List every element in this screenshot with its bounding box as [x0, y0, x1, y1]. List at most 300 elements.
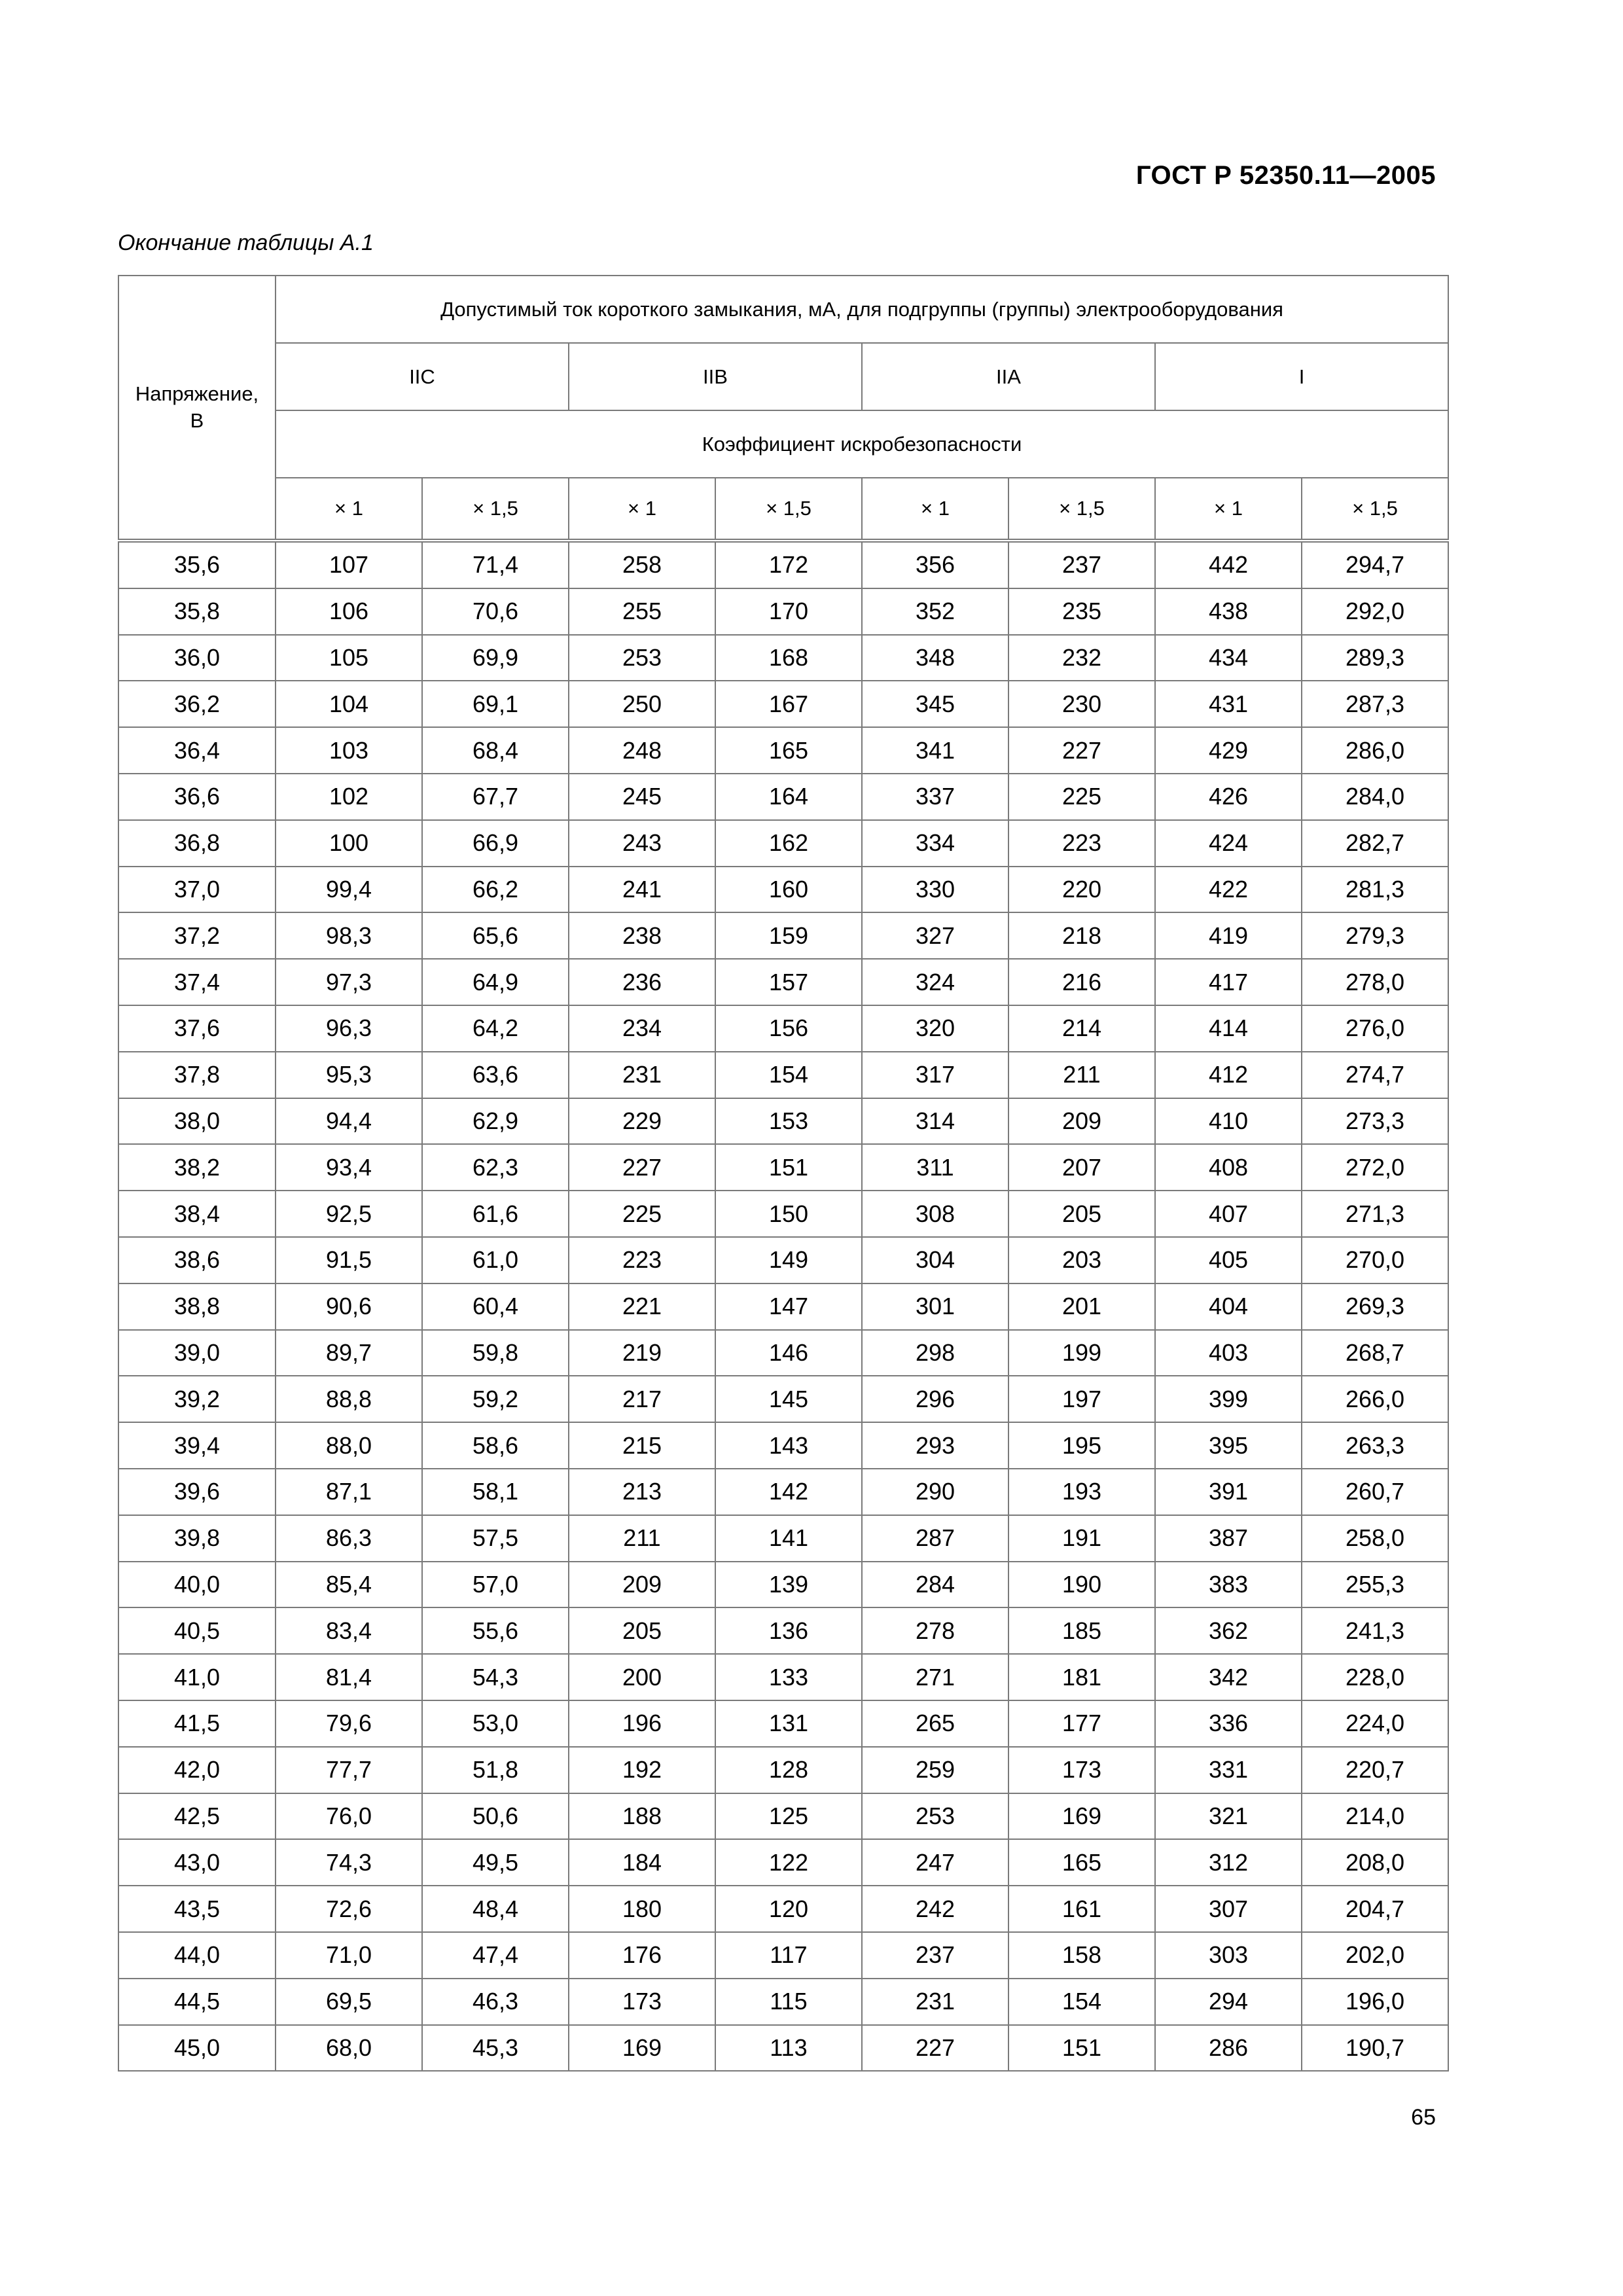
current-cell: 269,3 [1302, 1283, 1448, 1330]
current-cell: 203 [1008, 1237, 1155, 1283]
current-cell: 190,7 [1302, 2025, 1448, 2072]
current-cell: 232 [1008, 635, 1155, 681]
document-id: ГОСТ Р 52350.11—2005 [1135, 161, 1436, 190]
current-cell: 59,2 [422, 1376, 569, 1422]
current-cell: 83,4 [276, 1607, 422, 1654]
table-row [118, 1376, 1448, 1422]
voltage-cell: 43,0 [118, 1839, 276, 1886]
current-cell: 258,0 [1302, 1515, 1448, 1562]
current-cell: 205 [569, 1607, 715, 1654]
current-cell: 345 [862, 681, 1008, 727]
current-cell: 173 [569, 1979, 715, 2025]
current-cell: 294,7 [1302, 541, 1448, 588]
current-cell: 218 [1008, 912, 1155, 959]
voltage-cell: 38,8 [118, 1283, 276, 1330]
current-cell: 271,3 [1302, 1191, 1448, 1237]
group-header-iia: IIA [862, 343, 1155, 410]
table-row [118, 1562, 1448, 1608]
current-cell: 74,3 [276, 1839, 422, 1886]
current-cell: 391 [1155, 1469, 1302, 1515]
current-cell: 287 [862, 1515, 1008, 1562]
current-cell: 62,9 [422, 1098, 569, 1145]
voltage-cell: 35,8 [118, 588, 276, 635]
voltage-cell: 38,6 [118, 1237, 276, 1283]
current-cell: 395 [1155, 1422, 1302, 1469]
current-cell: 294 [1155, 1979, 1302, 2025]
current-cell: 213 [569, 1469, 715, 1515]
current-cell: 197 [1008, 1376, 1155, 1422]
current-cell: 67,7 [422, 774, 569, 820]
current-cell: 76,0 [276, 1793, 422, 1840]
current-cell: 223 [569, 1237, 715, 1283]
current-cell: 58,6 [422, 1422, 569, 1469]
current-cell: 273,3 [1302, 1098, 1448, 1145]
current-cell: 214,0 [1302, 1793, 1448, 1840]
current-cell: 234 [569, 1005, 715, 1052]
current-cell: 145 [715, 1376, 862, 1422]
current-cell: 61,6 [422, 1191, 569, 1237]
current-cell: 153 [715, 1098, 862, 1145]
current-cell: 320 [862, 1005, 1008, 1052]
current-cell: 63,6 [422, 1052, 569, 1098]
current-header: Допустимый ток короткого замыкания, мА, для подгруппы (группы) электрооборудования [276, 276, 1448, 343]
current-cell: 91,5 [276, 1237, 422, 1283]
current-cell: 90,6 [276, 1283, 422, 1330]
current-cell: 167 [715, 681, 862, 727]
current-cell: 188 [569, 1793, 715, 1840]
current-cell: 253 [862, 1793, 1008, 1840]
table-row [118, 912, 1448, 959]
table-row [118, 727, 1448, 774]
current-cell: 64,2 [422, 1005, 569, 1052]
current-cell: 173 [1008, 1747, 1155, 1793]
factor-header: × 1,5 [1302, 478, 1448, 541]
table-row [118, 588, 1448, 635]
current-cell: 407 [1155, 1191, 1302, 1237]
short-circuit-current-table [118, 275, 1449, 2072]
current-cell: 69,1 [422, 681, 569, 727]
current-cell: 336 [1155, 1700, 1302, 1747]
current-cell: 131 [715, 1700, 862, 1747]
current-cell: 86,3 [276, 1515, 422, 1562]
table-row [118, 1098, 1448, 1145]
table-row [118, 1839, 1448, 1886]
current-cell: 224,0 [1302, 1700, 1448, 1747]
current-cell: 342 [1155, 1654, 1302, 1700]
current-cell: 191 [1008, 1515, 1155, 1562]
current-cell: 122 [715, 1839, 862, 1886]
table-row [118, 1005, 1448, 1052]
current-cell: 79,6 [276, 1700, 422, 1747]
current-cell: 96,3 [276, 1005, 422, 1052]
current-cell: 293 [862, 1422, 1008, 1469]
current-cell: 317 [862, 1052, 1008, 1098]
current-cell: 120 [715, 1886, 862, 1932]
current-cell: 100 [276, 820, 422, 867]
current-cell: 62,3 [422, 1144, 569, 1191]
current-cell: 190 [1008, 1562, 1155, 1608]
table-row [118, 1052, 1448, 1098]
current-cell: 225 [569, 1191, 715, 1237]
table-row [118, 2025, 1448, 2072]
current-cell: 337 [862, 774, 1008, 820]
table-row [118, 1191, 1448, 1237]
current-cell: 170 [715, 588, 862, 635]
current-cell: 181 [1008, 1654, 1155, 1700]
current-cell: 356 [862, 541, 1008, 588]
current-cell: 89,7 [276, 1330, 422, 1376]
current-cell: 237 [1008, 541, 1155, 588]
voltage-cell: 39,4 [118, 1422, 276, 1469]
current-cell: 314 [862, 1098, 1008, 1145]
current-cell: 284,0 [1302, 774, 1448, 820]
current-cell: 255,3 [1302, 1562, 1448, 1608]
current-cell: 215 [569, 1422, 715, 1469]
group-header-i: I [1155, 343, 1448, 410]
current-cell: 330 [862, 867, 1008, 913]
current-cell: 97,3 [276, 959, 422, 1005]
voltage-cell: 44,5 [118, 1979, 276, 2025]
current-cell: 176 [569, 1932, 715, 1979]
current-cell: 211 [569, 1515, 715, 1562]
factor-header: × 1,5 [1008, 478, 1155, 541]
current-cell: 68,0 [276, 2025, 422, 2072]
group-header-iib: IIB [569, 343, 862, 410]
current-cell: 47,4 [422, 1932, 569, 1979]
current-cell: 289,3 [1302, 635, 1448, 681]
current-cell: 253 [569, 635, 715, 681]
current-cell: 331 [1155, 1747, 1302, 1793]
current-cell: 98,3 [276, 912, 422, 959]
current-cell: 312 [1155, 1839, 1302, 1886]
current-cell: 204,7 [1302, 1886, 1448, 1932]
current-cell: 156 [715, 1005, 862, 1052]
current-cell: 48,4 [422, 1886, 569, 1932]
current-cell: 185 [1008, 1607, 1155, 1654]
current-cell: 220 [1008, 867, 1155, 913]
current-cell: 348 [862, 635, 1008, 681]
current-cell: 271 [862, 1654, 1008, 1700]
current-cell: 383 [1155, 1562, 1302, 1608]
current-cell: 66,2 [422, 867, 569, 913]
table-row [118, 867, 1448, 913]
current-cell: 71,4 [422, 541, 569, 588]
group-header-iic: IIC [276, 343, 569, 410]
current-cell: 242 [862, 1886, 1008, 1932]
current-cell: 208,0 [1302, 1839, 1448, 1886]
current-cell: 103 [276, 727, 422, 774]
current-cell: 142 [715, 1469, 862, 1515]
voltage-cell: 39,8 [118, 1515, 276, 1562]
voltage-cell: 37,4 [118, 959, 276, 1005]
current-cell: 219 [569, 1330, 715, 1376]
current-cell: 113 [715, 2025, 862, 2072]
voltage-cell: 40,0 [118, 1562, 276, 1608]
current-cell: 151 [1008, 2025, 1155, 2072]
current-cell: 417 [1155, 959, 1302, 1005]
table-row [118, 1932, 1448, 1979]
current-cell: 192 [569, 1747, 715, 1793]
current-cell: 168 [715, 635, 862, 681]
current-cell: 169 [1008, 1793, 1155, 1840]
current-cell: 387 [1155, 1515, 1302, 1562]
current-cell: 209 [569, 1562, 715, 1608]
current-cell: 243 [569, 820, 715, 867]
voltage-cell: 36,2 [118, 681, 276, 727]
current-cell: 268,7 [1302, 1330, 1448, 1376]
current-cell: 250 [569, 681, 715, 727]
current-cell: 286 [1155, 2025, 1302, 2072]
voltage-header-line1: Напряжение, [135, 382, 259, 406]
current-cell: 278,0 [1302, 959, 1448, 1005]
current-cell: 125 [715, 1793, 862, 1840]
table-row [118, 820, 1448, 867]
current-cell: 195 [1008, 1422, 1155, 1469]
coefficient-header: Коэффициент искробезопасности [276, 410, 1448, 478]
table-row [118, 774, 1448, 820]
current-cell: 65,6 [422, 912, 569, 959]
current-cell: 265 [862, 1700, 1008, 1747]
current-cell: 227 [1008, 727, 1155, 774]
table-row [118, 1607, 1448, 1654]
current-cell: 55,6 [422, 1607, 569, 1654]
factor-header: × 1 [862, 478, 1008, 541]
current-cell: 276,0 [1302, 1005, 1448, 1052]
current-cell: 196 [569, 1700, 715, 1747]
current-cell: 162 [715, 820, 862, 867]
current-cell: 133 [715, 1654, 862, 1700]
table-row [118, 1793, 1448, 1840]
current-cell: 151 [715, 1144, 862, 1191]
table-row [118, 1979, 1448, 2025]
table-row [118, 1330, 1448, 1376]
current-cell: 307 [1155, 1886, 1302, 1932]
current-cell: 304 [862, 1237, 1008, 1283]
voltage-cell: 44,0 [118, 1932, 276, 1979]
current-cell: 154 [715, 1052, 862, 1098]
current-cell: 217 [569, 1376, 715, 1422]
voltage-cell: 38,4 [118, 1191, 276, 1237]
current-cell: 258 [569, 541, 715, 588]
current-cell: 321 [1155, 1793, 1302, 1840]
current-cell: 200 [569, 1654, 715, 1700]
current-cell: 207 [1008, 1144, 1155, 1191]
voltage-cell: 45,0 [118, 2025, 276, 2072]
current-cell: 248 [569, 727, 715, 774]
current-cell: 61,0 [422, 1237, 569, 1283]
current-cell: 205 [1008, 1191, 1155, 1237]
current-cell: 410 [1155, 1098, 1302, 1145]
current-cell: 334 [862, 820, 1008, 867]
current-cell: 298 [862, 1330, 1008, 1376]
current-cell: 180 [569, 1886, 715, 1932]
current-cell: 223 [1008, 820, 1155, 867]
current-cell: 225 [1008, 774, 1155, 820]
current-cell: 72,6 [276, 1886, 422, 1932]
voltage-cell: 37,2 [118, 912, 276, 959]
current-cell: 241,3 [1302, 1607, 1448, 1654]
current-cell: 270,0 [1302, 1237, 1448, 1283]
current-cell: 434 [1155, 635, 1302, 681]
current-cell: 303 [1155, 1932, 1302, 1979]
current-cell: 211 [1008, 1052, 1155, 1098]
current-cell: 399 [1155, 1376, 1302, 1422]
voltage-cell: 38,2 [118, 1144, 276, 1191]
current-cell: 419 [1155, 912, 1302, 959]
current-cell: 115 [715, 1979, 862, 2025]
current-cell: 53,0 [422, 1700, 569, 1747]
current-cell: 230 [1008, 681, 1155, 727]
current-cell: 292,0 [1302, 588, 1448, 635]
current-cell: 150 [715, 1191, 862, 1237]
voltage-cell: 39,6 [118, 1469, 276, 1515]
current-cell: 231 [569, 1052, 715, 1098]
current-cell: 236 [569, 959, 715, 1005]
current-cell: 169 [569, 2025, 715, 2072]
current-cell: 201 [1008, 1283, 1155, 1330]
voltage-cell: 38,0 [118, 1098, 276, 1145]
voltage-cell: 36,8 [118, 820, 276, 867]
current-cell: 287,3 [1302, 681, 1448, 727]
current-cell: 259 [862, 1747, 1008, 1793]
current-cell: 69,9 [422, 635, 569, 681]
current-cell: 149 [715, 1237, 862, 1283]
current-cell: 235 [1008, 588, 1155, 635]
current-cell: 136 [715, 1607, 862, 1654]
current-cell: 172 [715, 541, 862, 588]
current-cell: 221 [569, 1283, 715, 1330]
current-cell: 255 [569, 588, 715, 635]
table-row [118, 1515, 1448, 1562]
page-number: 65 [1411, 2105, 1436, 2130]
current-cell: 50,6 [422, 1793, 569, 1840]
current-cell: 227 [862, 2025, 1008, 2072]
current-cell: 424 [1155, 820, 1302, 867]
current-cell: 290 [862, 1469, 1008, 1515]
current-cell: 88,8 [276, 1376, 422, 1422]
current-cell: 282,7 [1302, 820, 1448, 867]
current-cell: 117 [715, 1932, 862, 1979]
current-cell: 228,0 [1302, 1654, 1448, 1700]
current-cell: 106 [276, 588, 422, 635]
current-cell: 241 [569, 867, 715, 913]
current-cell: 46,3 [422, 1979, 569, 2025]
voltage-cell: 43,5 [118, 1886, 276, 1932]
voltage-cell: 36,4 [118, 727, 276, 774]
current-cell: 278 [862, 1607, 1008, 1654]
current-cell: 247 [862, 1839, 1008, 1886]
current-cell: 412 [1155, 1052, 1302, 1098]
current-cell: 214 [1008, 1005, 1155, 1052]
current-cell: 45,3 [422, 2025, 569, 2072]
table-row [118, 1422, 1448, 1469]
current-cell: 238 [569, 912, 715, 959]
current-cell: 77,7 [276, 1747, 422, 1793]
current-cell: 196,0 [1302, 1979, 1448, 2025]
voltage-cell: 39,0 [118, 1330, 276, 1376]
current-cell: 209 [1008, 1098, 1155, 1145]
current-cell: 341 [862, 727, 1008, 774]
current-cell: 442 [1155, 541, 1302, 588]
current-cell: 327 [862, 912, 1008, 959]
current-cell: 147 [715, 1283, 862, 1330]
table-body [118, 541, 1448, 2071]
current-cell: 193 [1008, 1469, 1155, 1515]
current-cell: 184 [569, 1839, 715, 1886]
current-cell: 429 [1155, 727, 1302, 774]
table-row [118, 635, 1448, 681]
current-cell: 231 [862, 1979, 1008, 2025]
table-row [118, 1700, 1448, 1747]
voltage-cell: 42,0 [118, 1747, 276, 1793]
current-cell: 266,0 [1302, 1376, 1448, 1422]
table-row [118, 1469, 1448, 1515]
current-cell: 274,7 [1302, 1052, 1448, 1098]
table-header [118, 276, 1448, 541]
current-cell: 438 [1155, 588, 1302, 635]
current-cell: 431 [1155, 681, 1302, 727]
current-cell: 66,9 [422, 820, 569, 867]
current-cell: 58,1 [422, 1469, 569, 1515]
current-cell: 308 [862, 1191, 1008, 1237]
current-cell: 128 [715, 1747, 862, 1793]
current-cell: 64,9 [422, 959, 569, 1005]
current-cell: 422 [1155, 867, 1302, 913]
current-cell: 139 [715, 1562, 862, 1608]
factor-header: × 1 [1155, 478, 1302, 541]
current-cell: 177 [1008, 1700, 1155, 1747]
table-row [118, 1144, 1448, 1191]
current-cell: 99,4 [276, 867, 422, 913]
current-cell: 216 [1008, 959, 1155, 1005]
current-cell: 281,3 [1302, 867, 1448, 913]
current-cell: 284 [862, 1562, 1008, 1608]
voltage-header-line2: В [190, 408, 204, 432]
current-cell: 54,3 [422, 1654, 569, 1700]
current-cell: 404 [1155, 1283, 1302, 1330]
current-cell: 202,0 [1302, 1932, 1448, 1979]
current-cell: 286,0 [1302, 727, 1448, 774]
current-cell: 71,0 [276, 1932, 422, 1979]
current-cell: 227 [569, 1144, 715, 1191]
current-cell: 279,3 [1302, 912, 1448, 959]
current-cell: 263,3 [1302, 1422, 1448, 1469]
current-cell: 57,5 [422, 1515, 569, 1562]
current-cell: 165 [1008, 1839, 1155, 1886]
current-cell: 154 [1008, 1979, 1155, 2025]
current-cell: 426 [1155, 774, 1302, 820]
current-cell: 220,7 [1302, 1747, 1448, 1793]
current-cell: 95,3 [276, 1052, 422, 1098]
current-cell: 88,0 [276, 1422, 422, 1469]
current-cell: 69,5 [276, 1979, 422, 2025]
current-cell: 68,4 [422, 727, 569, 774]
voltage-cell: 37,6 [118, 1005, 276, 1052]
table-row [118, 1237, 1448, 1283]
table-row [118, 1747, 1448, 1793]
voltage-cell: 35,6 [118, 541, 276, 588]
voltage-cell: 40,5 [118, 1607, 276, 1654]
current-cell: 146 [715, 1330, 862, 1376]
current-cell: 164 [715, 774, 862, 820]
current-cell: 165 [715, 727, 862, 774]
current-cell: 143 [715, 1422, 862, 1469]
current-cell: 141 [715, 1515, 862, 1562]
current-cell: 229 [569, 1098, 715, 1145]
voltage-column-header [118, 276, 276, 541]
current-cell: 296 [862, 1376, 1008, 1422]
voltage-cell: 42,5 [118, 1793, 276, 1840]
